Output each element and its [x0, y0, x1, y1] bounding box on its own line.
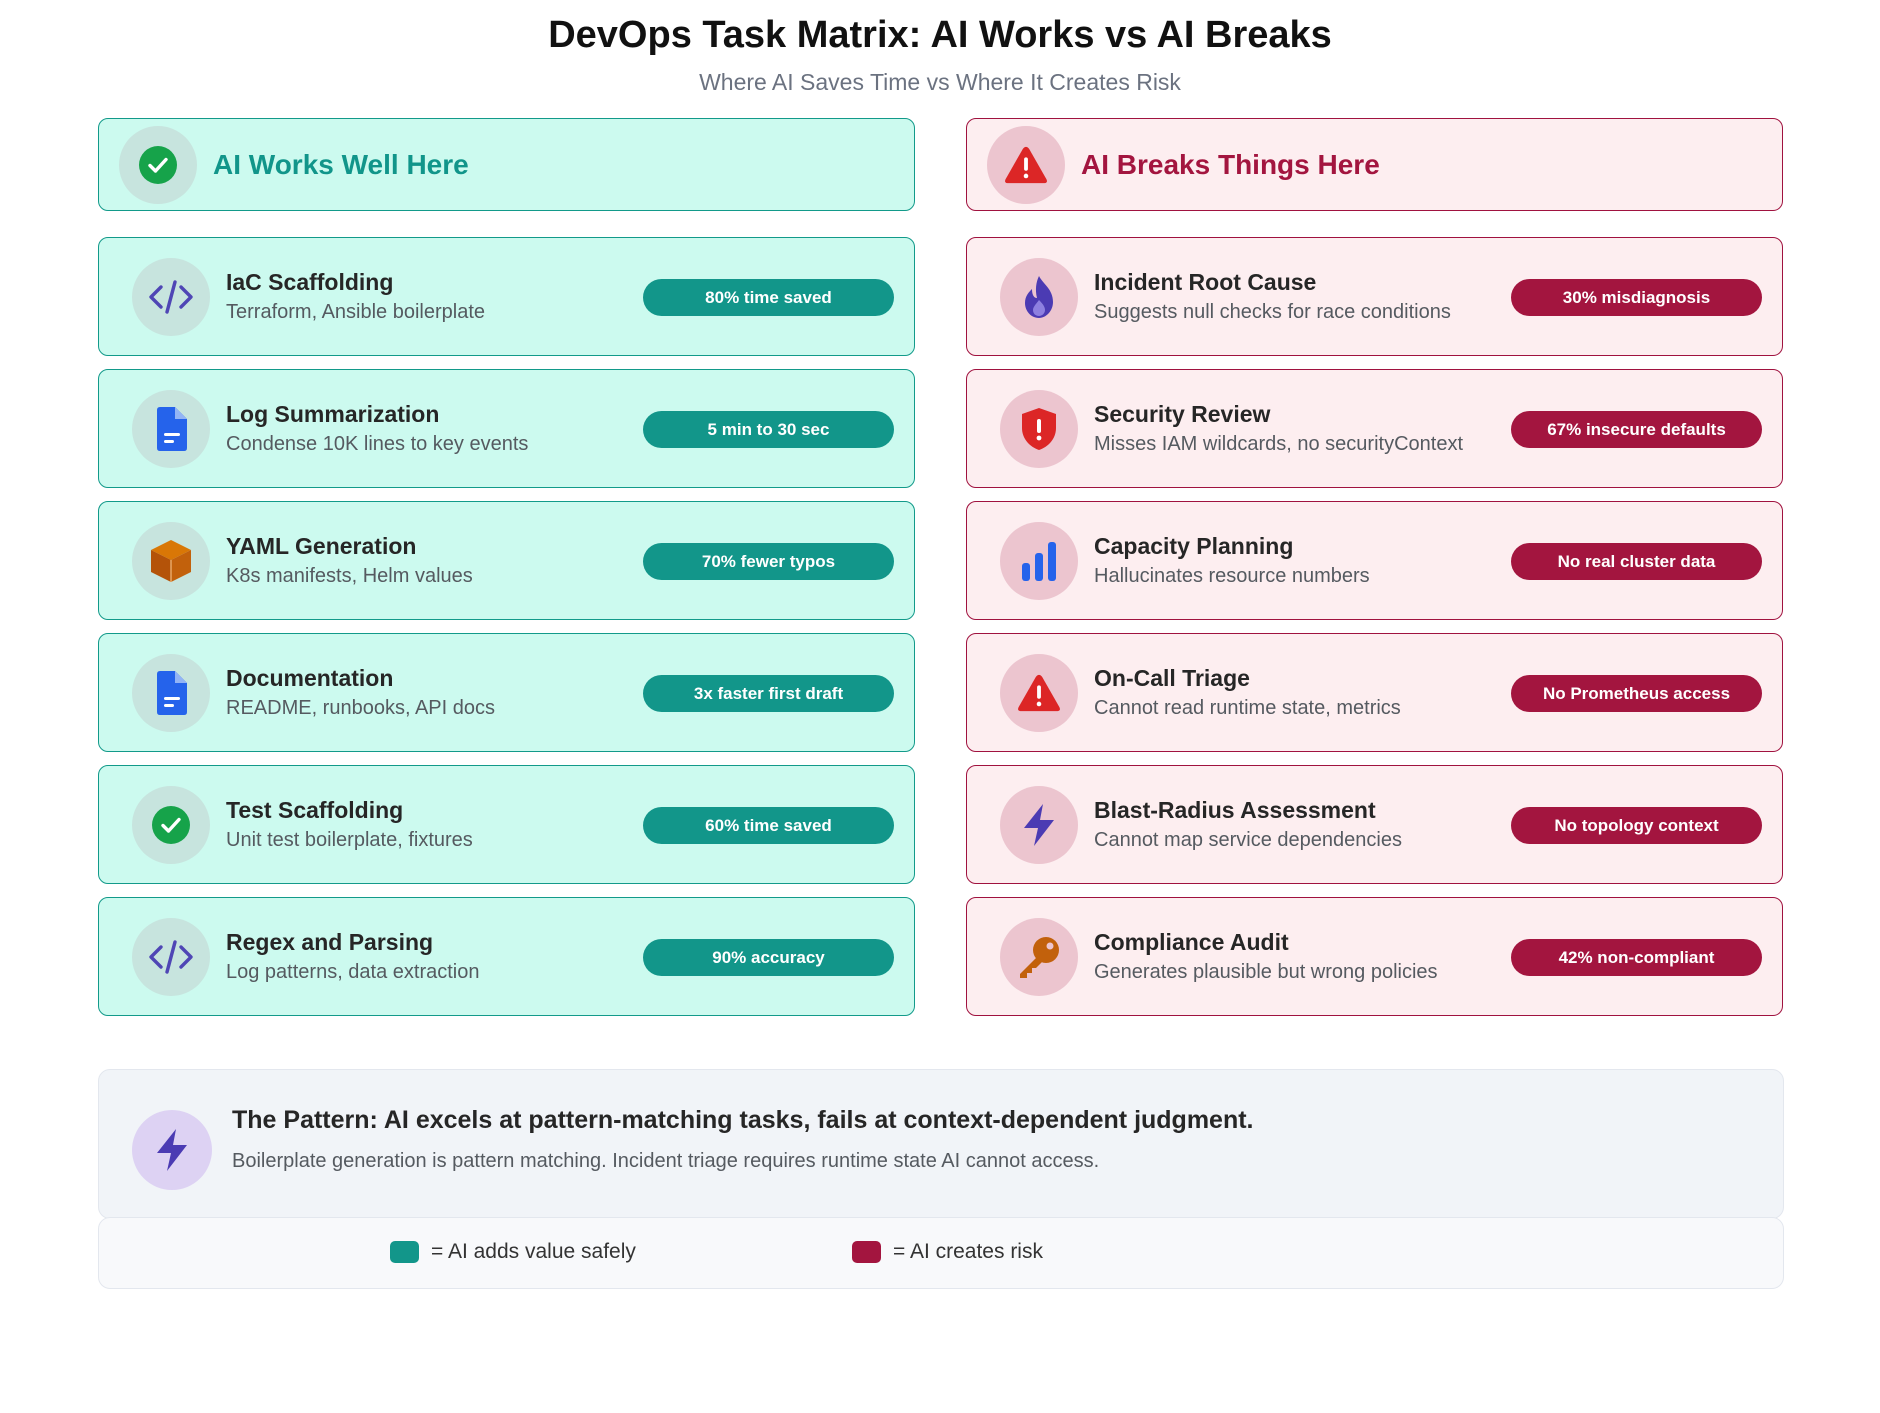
- item-title: YAML Generation: [226, 532, 417, 559]
- code-icon: [132, 918, 210, 996]
- item-title: Blast-Radius Assessment: [1094, 796, 1376, 823]
- risk-badge: No real cluster data: [1511, 543, 1762, 580]
- works-item-log-summarization: [98, 369, 915, 488]
- item-desc: Cannot read runtime state, metrics: [1094, 696, 1401, 719]
- breaks-item-compliance-audit: [966, 897, 1783, 1016]
- item-title: Security Review: [1094, 400, 1271, 427]
- document-icon: [132, 390, 210, 468]
- item-desc: Log patterns, data extraction: [226, 960, 480, 983]
- item-desc: Generates plausible but wrong policies: [1094, 960, 1438, 983]
- works-item-iac-scaffolding: [98, 237, 915, 356]
- key-icon: [1000, 918, 1078, 996]
- item-title: Incident Root Cause: [1094, 268, 1317, 295]
- works-item-yaml-generation: [98, 501, 915, 620]
- page-subtitle: Where AI Saves Time vs Where It Creates Risk: [699, 69, 1181, 95]
- works-item-documentation: [98, 633, 915, 752]
- metric-badge: 5 min to 30 sec: [643, 411, 894, 448]
- item-desc: Misses IAM wildcards, no securityContext: [1094, 432, 1464, 455]
- item-desc: Terraform, Ansible boilerplate: [226, 300, 486, 323]
- item-title: On-Call Triage: [1094, 664, 1250, 691]
- warning-icon: [987, 126, 1065, 204]
- item-desc: K8s manifests, Helm values: [226, 564, 473, 587]
- works-item-regex-and-parsing: [98, 897, 915, 1016]
- breaks-item-security-review: [966, 369, 1783, 488]
- item-title: Compliance Audit: [1094, 928, 1289, 955]
- pattern-title: The Pattern: AI excels at pattern-matching tasks, fails at context-dependent judgment.: [232, 1106, 1254, 1134]
- warning-icon: [1000, 654, 1078, 732]
- lightning-icon: [1000, 786, 1078, 864]
- breaks-item-capacity-planning: [966, 501, 1783, 620]
- breaks-column: [966, 118, 1783, 1029]
- pattern-callout: [98, 1069, 1784, 1219]
- risk-badge: 30% misdiagnosis: [1511, 279, 1762, 316]
- box-icon: [132, 522, 210, 600]
- check-circle-icon: [132, 786, 210, 864]
- legend-label-risk: = AI creates risk: [893, 1240, 1043, 1263]
- works-item-test-scaffolding: [98, 765, 915, 884]
- risk-badge: No topology context: [1511, 807, 1762, 844]
- code-icon: [132, 258, 210, 336]
- legend-label-safe: = AI adds value safely: [431, 1240, 636, 1263]
- metric-badge: 90% accuracy: [643, 939, 894, 976]
- works-header-label: AI Works Well Here: [213, 148, 469, 180]
- check-circle-icon: [119, 126, 197, 204]
- item-title: Capacity Planning: [1094, 532, 1294, 559]
- metric-badge: 60% time saved: [643, 807, 894, 844]
- bar-chart-icon: [1000, 522, 1078, 600]
- works-column: [98, 118, 915, 1029]
- works-header: [98, 118, 915, 211]
- breaks-header: [966, 118, 1783, 211]
- item-desc: Suggests null checks for race conditions: [1094, 300, 1451, 323]
- breaks-header-label: AI Breaks Things Here: [1081, 148, 1380, 180]
- item-desc: Unit test boilerplate, fixtures: [226, 828, 473, 851]
- legend-item-risk: [852, 1240, 1043, 1264]
- legend: [98, 1217, 1784, 1289]
- risk-badge: 67% insecure defaults: [1511, 411, 1762, 448]
- teal-swatch: [390, 1241, 419, 1263]
- document-icon: [132, 654, 210, 732]
- page-title: DevOps Task Matrix: AI Works vs AI Breaks: [548, 14, 1332, 56]
- item-title: Regex and Parsing: [226, 928, 434, 955]
- metric-badge: 80% time saved: [643, 279, 894, 316]
- item-desc: Condense 10K lines to key events: [226, 432, 529, 455]
- shield-alert-icon: [1000, 390, 1078, 468]
- breaks-item-incident-root-cause: [966, 237, 1783, 356]
- item-title: IaC Scaffolding: [226, 268, 394, 295]
- risk-badge: No Prometheus access: [1511, 675, 1762, 712]
- item-desc: README, runbooks, API docs: [226, 696, 496, 719]
- pattern-desc: Boilerplate generation is pattern matching. Incident triage requires runtime state AI cannot access.: [232, 1150, 1100, 1172]
- item-desc: Cannot map service dependencies: [1094, 828, 1402, 851]
- legend-item-safe: [390, 1240, 636, 1264]
- risk-badge: 42% non-compliant: [1511, 939, 1762, 976]
- item-title: Test Scaffolding: [226, 796, 404, 823]
- fire-icon: [1000, 258, 1078, 336]
- metric-badge: 3x faster first draft: [643, 675, 894, 712]
- breaks-item-blast-radius-assessment: [966, 765, 1783, 884]
- breaks-item-on-call-triage: [966, 633, 1783, 752]
- item-title: Log Summarization: [226, 400, 440, 427]
- item-desc: Hallucinates resource numbers: [1094, 564, 1370, 587]
- metric-badge: 70% fewer typos: [643, 543, 894, 580]
- item-title: Documentation: [226, 664, 394, 691]
- lightning-icon: [132, 1110, 212, 1190]
- crimson-swatch: [852, 1241, 881, 1263]
